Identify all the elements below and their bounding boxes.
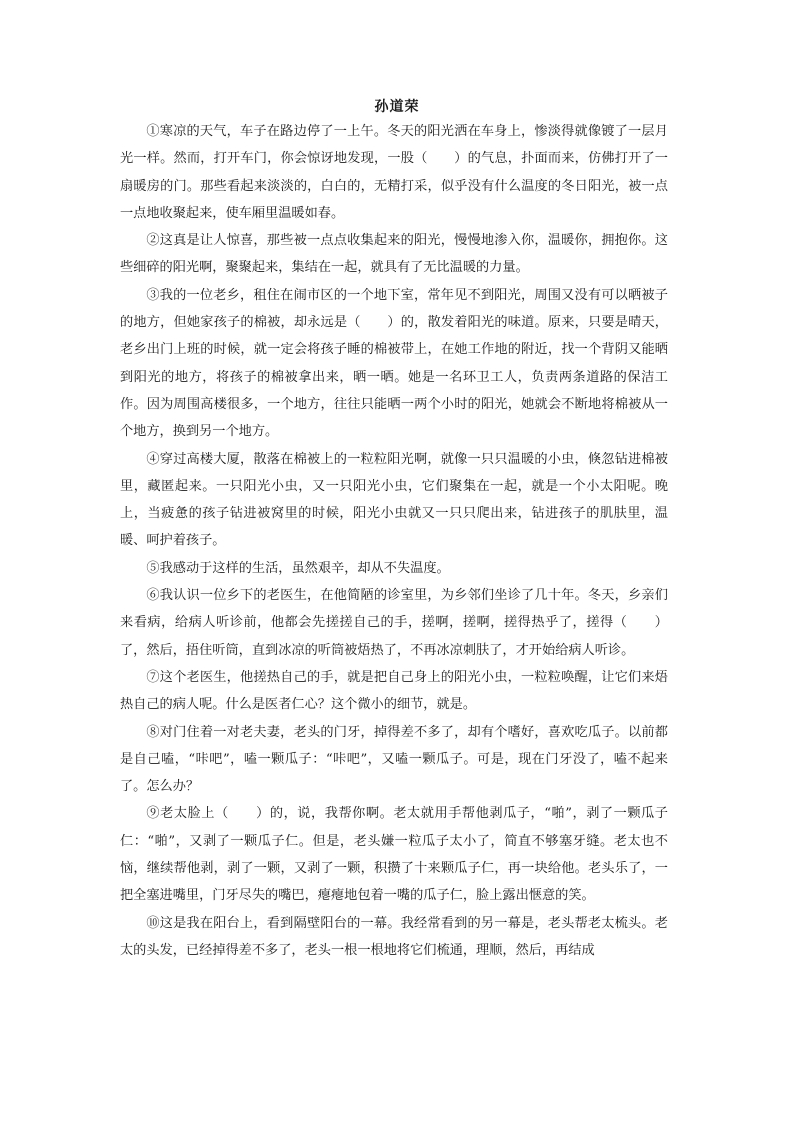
paragraph-8: ⑧对门住着一对老夫妻，老头的门牙，掉得差不多了，却有个嗜好，喜欢吃瓜子。以前都是自己嗑，“咔吧”，嗑一颗瓜子：“咔吧”，又嗑一颗瓜子。可是，现在门牙没了，嗑不起来了。怎么办？: [120, 724, 668, 795]
paragraph-2: ②这真是让人惊喜，那些被一点点收集起来的阳光，慢慢地渗入你，温暖你，拥抱你。这些细碎的阳光啊，聚聚起来，集结在一起，就具有了无比温暖的力量。: [120, 233, 668, 276]
paragraph-5: ⑤我感动于这样的生活，虽然艰辛，却从不失温度。: [146, 560, 450, 576]
paragraph-9: ⑨老太脸上（ ）的，说，我帮你啊。老太就用手帮他剥瓜子，“啪”，剥了一颗瓜子仁：“啪”，又剥了一颗瓜子仁。但是，老头嫌一粒瓜子太小了，简直不够塞牙缝。老太也不恼，继续帮他剥，剥了一颗，又剥了一颗，积攒了十来颗瓜子仁，再一块给他。老头乐了，一把全塞进嘴里，门牙尽失的嘴巴，瘪瘪地包着一嘴的瓜子仁，脸上露出惬意的笑。: [120, 806, 668, 904]
paragraph-4: ④穿过高楼大厦，散落在棉被上的一粒粒阳光啊，就像一只只温暖的小虫，倏忽钻进棉被里，藏匿起来。一只阳光小虫，又一只阳光小虫，它们聚集在一起，就是一个小太阳呢。晚上，当疲惫的孩子钻进被窝里的时候，阳光小虫就又一只只爬出来，钻进孩子的肌肤里，温暖、呵护着孩子。: [120, 451, 668, 549]
paragraph-6: ⑥我认识一位乡下的老医生，在他简陋的诊室里，为乡邻们坐诊了几十年。冬天，乡亲们来看病，给病人听诊前，他都会先搓搓自己的手，搓啊，搓啊，搓得热乎了，搓得（ ）了，然后，捂住听筒，直到冰凉的听筒被焐热了，不再冰凉刺肤了，才开始给病人听诊。: [120, 588, 668, 658]
paragraph-7: ⑦这个老医生，他搓热自己的手，就是把自己身上的阳光小虫，一粒粒唤醒，让它们来焐热自己的病人呢。什么是医者仁心？这个微小的细节，就是。: [120, 669, 668, 713]
paragraph-10: ⑩这是我在阳台上，看到隔壁阳台的一幕。我经常看到的另一幕是，老头帮老太梳头。老太的头发，已经掉得差不多了，老头一根一根地将它们梳通，理顺，然后，再结成: [120, 915, 668, 958]
document-body: [120, 118, 668, 964]
paragraph-3: ③我的一位老乡，租住在闹市区的一个地下室，常年见不到阳光，周围又没有可以晒被子的地方，但她家孩子的棉被，却永远是（ ）的，散发着阳光的味道。原来，只要是晴天，老乡出门上班的时候，就一定会将孩子睡的棉被带上，在她工作地的附近，找一个背阴又能晒到阳光的地方，将孩子的棉被拿出来，晒一晒。她是一名环卫工人，负责两条道路的保洁工作。因为周围高楼很多，一个地方，往往只能晒一两个小时的阳光，她就会不断地将棉被从一个地方，换到另一个地方。: [120, 287, 668, 440]
paragraph-1: ①寒凉的天气，车子在路边停了一上午。冬天的阳光洒在车身上，惨淡得就像镀了一层月光一样。然而，打开车门，你会惊讶地发现，一股（ ）的气息，扑面而来，仿佛打开了一扇暖房的门。那些看起来淡淡的，白白的，无精打采，似乎没有什么温度的冬日阳光，被一点一点地收聚起来，使车厢里温暖如春。: [120, 124, 668, 221]
document-title: 孙道荣: [374, 99, 420, 115]
